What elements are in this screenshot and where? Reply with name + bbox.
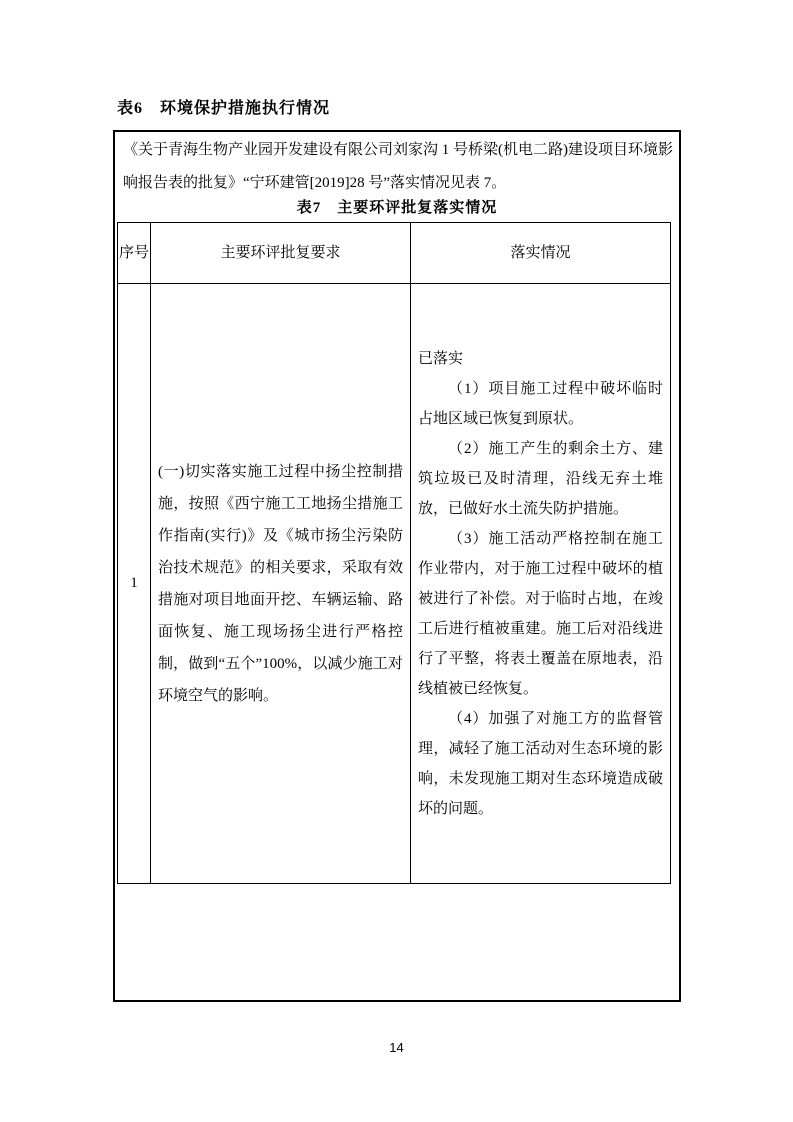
table7-title: 表7 主要环评批复落实情况 <box>296 200 498 216</box>
page-number: 14 <box>389 1040 404 1055</box>
implementation-paragraph: 已落实 <box>418 350 464 367</box>
column-header-implementation-status: 落实情况 <box>411 223 671 284</box>
cell-serial-number: 1 <box>118 284 151 884</box>
implementation-paragraph: （2）施工产生的剩余土方、建筑垃圾已及时清理，沿线无弃土堆放，已做好水土流失防护措施。 <box>418 440 663 517</box>
table6-content-box <box>113 130 681 1002</box>
cell-implementation-status <box>411 284 671 884</box>
cell-approval-requirement <box>151 284 411 884</box>
table7 <box>117 222 671 884</box>
implementation-paragraph: （3）施工活动严格控制在施工作业带内，对于施工过程中破坏的植被进行了补偿。对于临时占地，在竣工后进行植被重建。施工后对沿线进行了平整，将表土覆盖在原地表，沿线植被已经恢复。 <box>418 530 663 697</box>
table6-intro-paragraph: 《关于青海生物产业园开发建设有限公司刘家沟 1 号桥梁(机电二路)建设项目环境影响报告表的批复》“宁环建管[2019]28 号”落实情况见表 7。 <box>123 142 673 191</box>
implementation-paragraph: （1）项目施工过程中破坏临时占地区域已恢复到原状。 <box>418 380 663 427</box>
implementation-paragraph: （4）加强了对施工方的监督管理，减轻了施工活动对生态环境的影响，未发现施工期对生态环境造成破坏的问题。 <box>418 710 663 817</box>
table-row <box>118 284 671 884</box>
column-header-serial-number: 序号 <box>118 223 151 284</box>
column-header-approval-requirement: 主要环评批复要求 <box>151 223 411 284</box>
table7-header-row <box>118 223 671 284</box>
requirement-paragraph: (一)切实落实施工过程中扬尘控制措施，按照《西宁施工工地扬尘措施工作指南(实行)》及《城市扬尘污染防治技术规范》的相关要求，采取有效措施对项目地面开挖、车辆运输、路面恢复、施工现场扬尘进行严格控制，做到“五个”100%，以减少施工对环境空气的影响。 <box>158 463 403 704</box>
table6-section-title: 表6 环境保护措施执行情况 <box>117 100 331 117</box>
